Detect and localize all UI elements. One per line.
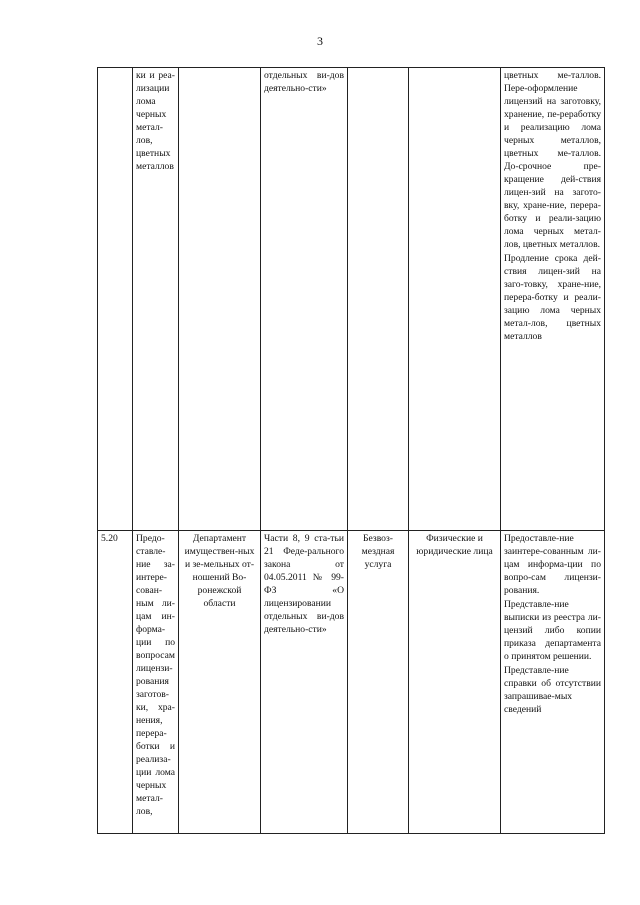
services-table xyxy=(97,67,605,834)
result-paragraph: Представле-ние выписки из реестра ли-цензий либо копии приказа департамента о принятом решении. xyxy=(504,599,601,662)
result-paragraph: Продление срока дей-ствия лицен-зий на заго-товку, хране-ние, перера-ботку и реали-зацию лома черных метал-лов, цветных металлов xyxy=(504,253,601,342)
result-paragraph: цветных ме-таллов. Пере-оформление лицензий на заготовку, хранение, пе-реработку и реализацию лома черных металлов, цветных ме-таллов. До-срочное пре-кращение дей-ствия лицен-зий на загото-вку, хране-ние, перера-ботку и реали-зацию лома черных метал-лов, цветных металлов. xyxy=(504,70,601,250)
cell-service-name: Предо-ставле-ние за-интере-сован-ным ли-цам ин-форма-ции по вопросам лицензи-рования заготов-ки, хра-нения, перера-ботки и реализа-ции лома черных метал-лов, xyxy=(133,531,179,834)
result-paragraph: Предоставле-ние заинтере-сованным ли-цам информа-ции по вопро-сам лицензи-рования. xyxy=(504,533,601,596)
table-row xyxy=(98,531,605,834)
cell-authority xyxy=(179,68,261,531)
cell-result xyxy=(501,68,605,531)
cell-number: 5.20 xyxy=(98,531,133,834)
cell-recipients xyxy=(409,68,501,531)
cell-authority: Департамент имуществен-ных и зе-мельных от-ношений Во-ронежской области xyxy=(179,531,261,834)
cell-fee xyxy=(348,68,409,531)
cell-number xyxy=(98,68,133,531)
cell-recipients: Физические и юридические лица xyxy=(409,531,501,834)
table-row xyxy=(98,68,605,531)
cell-legal-basis: отдельных ви-дов деятельно-сти» xyxy=(261,68,348,531)
cell-fee: Безвоз-мездная услуга xyxy=(348,531,409,834)
cell-legal-basis: Части 8, 9 ста-тьи 21 Феде-рального закона от 04.05.2011 № 99-ФЗ «О лицензировании отдельных ви-дов деятельно-сти» xyxy=(261,531,348,834)
result-paragraph: Представле-ние справки об отсутствии запрашивае-мых сведений xyxy=(504,665,601,715)
page-number: 3 xyxy=(317,34,323,48)
cell-result xyxy=(501,531,605,834)
cell-service-name: ки и реа-лизации лома черных метал-лов, цветных металлов xyxy=(133,68,179,531)
